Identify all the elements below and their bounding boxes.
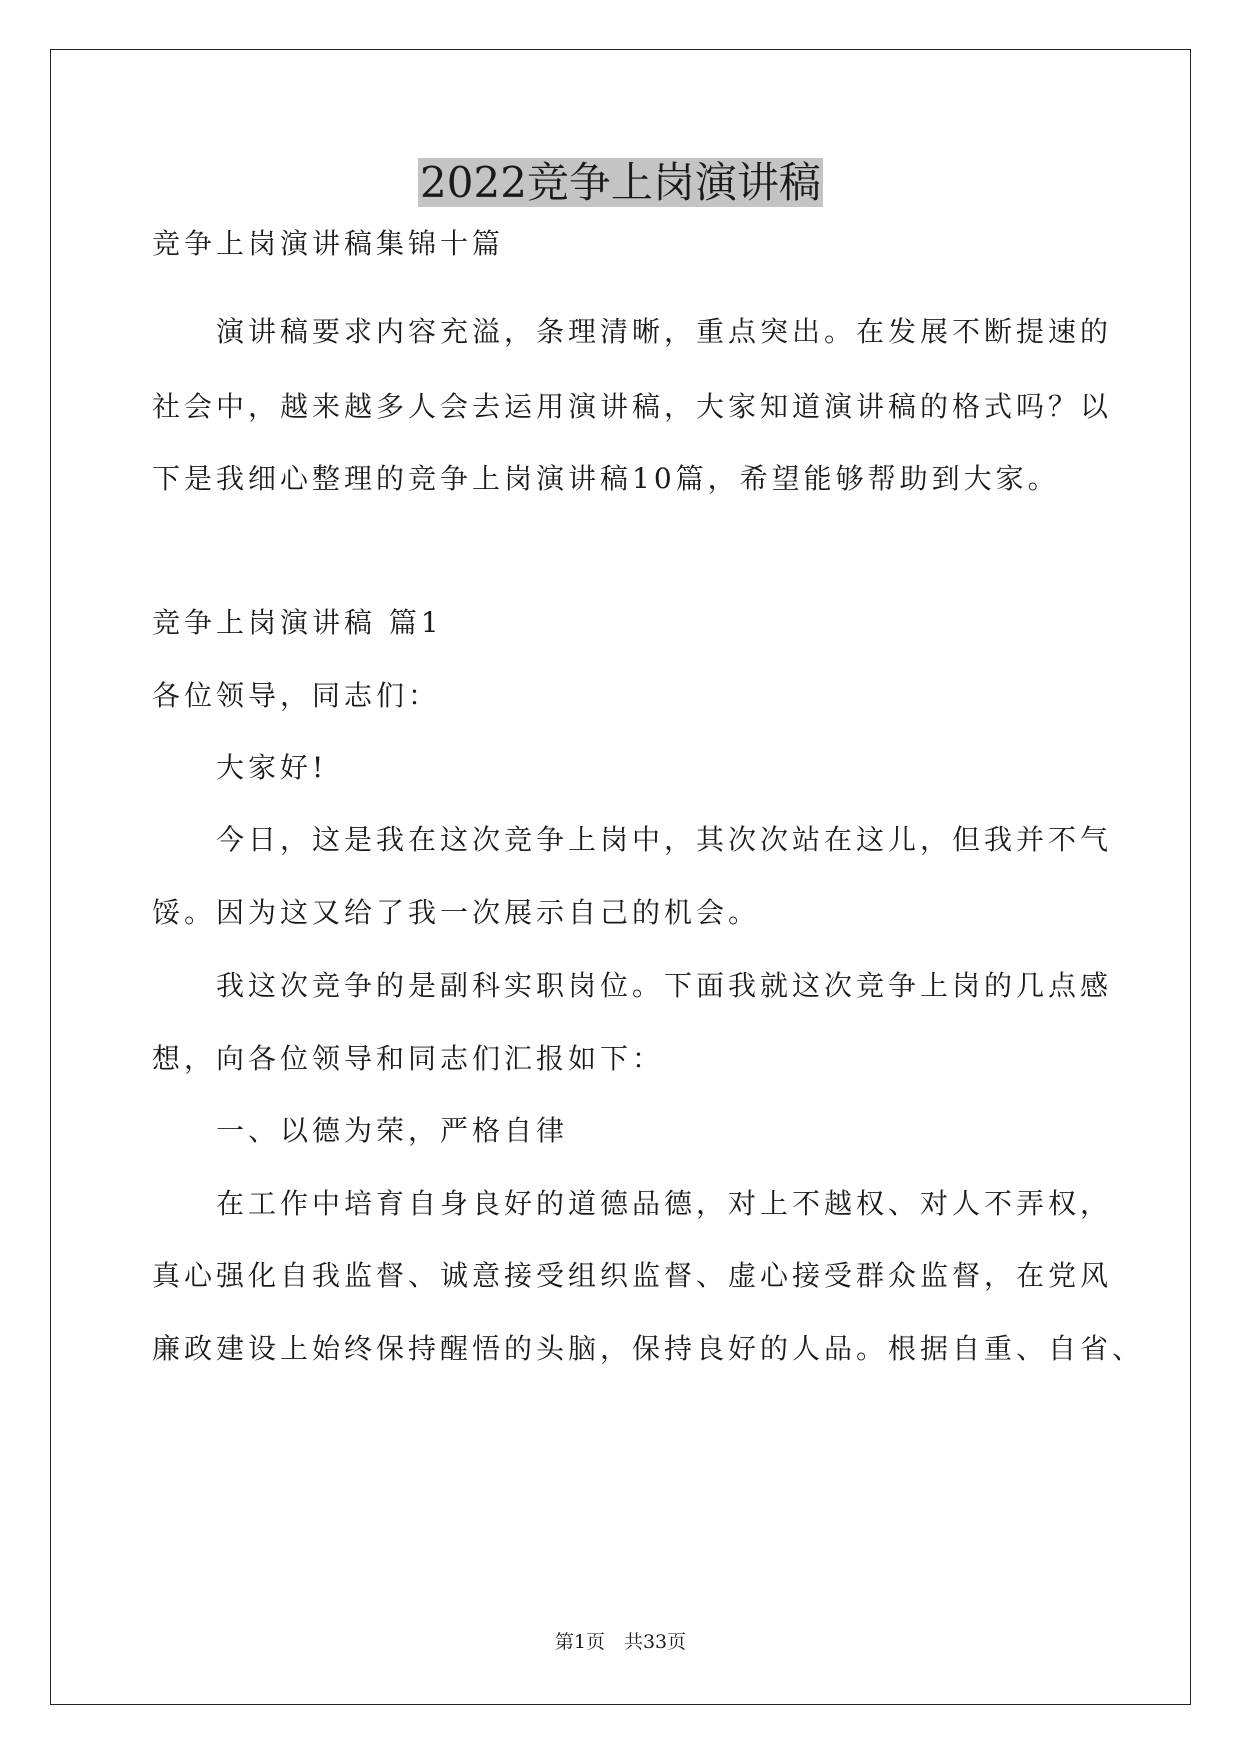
document-line: 馁。因为这又给了我一次展示自己的机会。 bbox=[152, 896, 761, 929]
document-title-text: 2022竞争上岗演讲稿 bbox=[420, 158, 821, 207]
document-line: 一、以德为荣，严格自律 bbox=[152, 1114, 569, 1147]
document-line: 想，向各位领导和同志们汇报如下： bbox=[152, 1042, 665, 1075]
document-line: 在工作中培育自身良好的道德品德，对上不越权、对人不弄权， bbox=[152, 1187, 1113, 1220]
document-line: 下是我细心整理的竞争上岗演讲稿10篇，希望能够帮助到大家。 bbox=[152, 462, 1060, 495]
document-line: 我这次竞争的是副科实职岗位。下面我就这次竞争上岗的几点感 bbox=[152, 969, 1113, 1002]
document-title bbox=[0, 155, 1241, 211]
document-line: 演讲稿要求内容充溢，条理清晰，重点突出。在发展不断提速的 bbox=[152, 315, 1113, 348]
document-line: 各位领导，同志们： bbox=[152, 679, 441, 712]
page-border bbox=[50, 49, 1191, 1705]
document-line: 今日，这是我在这次竞争上岗中，其次次站在这儿，但我并不气 bbox=[152, 823, 1113, 856]
document-line: 大家好! bbox=[152, 751, 328, 784]
document-line: 廉政建设上始终保持醒悟的头脑，保持良好的人品。根据自重、自省、 bbox=[152, 1332, 1145, 1365]
document-line: 竞争上岗演讲稿集锦十篇 bbox=[152, 227, 505, 260]
section-heading: 竞争上岗演讲稿 篇1 bbox=[152, 606, 443, 639]
document-line: 社会中，越来越多人会去运用演讲稿，大家知道演讲稿的格式吗？以 bbox=[152, 390, 1113, 423]
document-line: 真心强化自我监督、诚意接受组织监督、虚心接受群众监督，在党风 bbox=[152, 1259, 1113, 1292]
page-number-footer: 第1页 共33页 bbox=[554, 1631, 687, 1653]
